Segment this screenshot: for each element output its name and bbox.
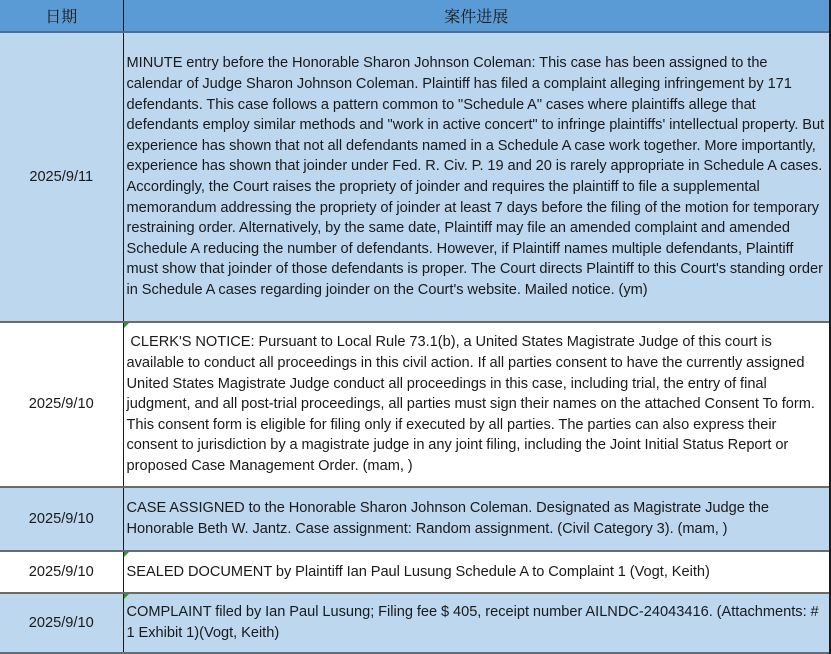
table-row <box>0 322 829 487</box>
date-cell[interactable]: 2025/9/11 <box>0 32 123 322</box>
entry-text: COMPLAINT filed by Ian Paul Lusung; Filing fee $ 405, receipt number AILNDC-24043416. (Attachments: # 1 Exhibit 1)(Vogt, Keith) <box>126 604 819 641</box>
date-cell[interactable]: 2025/9/10 <box>0 551 123 593</box>
date-cell[interactable]: 2025/9/10 <box>0 322 123 487</box>
column-header-progress[interactable]: 案件进展 <box>123 0 829 32</box>
table-row <box>0 551 829 593</box>
progress-cell[interactable] <box>123 487 829 551</box>
date-cell[interactable]: 2025/9/10 <box>0 593 123 653</box>
table-body <box>0 32 829 653</box>
progress-cell[interactable] <box>123 551 829 593</box>
entry-text: MINUTE entry before the Honorable Sharon Johnson Coleman: This case has been assigned to the calendar of Judge Sharon Johnson Coleman. Plaintiff has filed a complaint alleging infringement by 171 defendants. This case follows a pattern common to "Schedule A" cases where plaintiffs allege that defendants employ similar methods and "work in active concert" to infringe plaintiffs' intellectual property. But experience has shown that not all defendants named in a Schedule A case work together. More importantly, experience has shown that joinder under Fed. R. Civ. P. 19 and 20 is rarely appropriate in Schedule A cases. Accordingly, the Court raises the propriety of joinder and requires the plaintiff to file a supplemental memorandum addressing the propriety of joinder at least 7 days before the filing of the motion for temporary restraining order. Alternatively, by the same date, Plaintiff may file an amended complaint and amended Schedule A reducing the number of defendants. However, if Plaintiff names multiple defendants, Plaintiff must show that joinder of those defendants is proper. The Court directs Plaintiff to this Court's standing order in Schedule A cases regarding joinder on the Court's website. Mailed notice. (ym) <box>126 55 825 298</box>
progress-cell[interactable] <box>123 32 829 322</box>
comment-indicator-icon <box>124 323 129 328</box>
comment-indicator-icon <box>124 594 129 599</box>
entry-text: CLERK'S NOTICE: Pursuant to Local Rule 73.1(b), a United States Magistrate Judge of this court is available to conduct all proceedings in this civil action. If all parties consent to have the currently assigned United States Magistrate Judge conduct all proceedings in this case, including trial, the entry of final judgment, and all post-trial proceedings, all parties must sign their names on the attached Consent To form. This consent form is eligible for filing only if executed by all parties. The parties can also express their consent to jurisdiction by a magistrate judge in any joint filing, including the Joint Initial Status Report or proposed Case Management Order. (mam, ) <box>126 334 819 474</box>
progress-cell[interactable] <box>123 593 829 653</box>
progress-cell[interactable] <box>123 322 829 487</box>
table-row <box>0 32 829 322</box>
table-row <box>0 487 829 551</box>
entry-text: CASE ASSIGNED to the Honorable Sharon Johnson Coleman. Designated as Magistrate Judge the Honorable Beth W. Jantz. Case assignment: Random assignment. (Civil Category 3). (mam, ) <box>126 500 770 537</box>
column-header-date[interactable]: 日期 <box>0 0 123 32</box>
table-header <box>0 0 829 32</box>
header-row <box>0 0 829 32</box>
table-row <box>0 593 829 653</box>
entry-text: SEALED DOCUMENT by Plaintiff Ian Paul Lusung Schedule A to Complaint 1 (Vogt, Keith) <box>126 563 710 580</box>
comment-indicator-icon <box>124 552 129 557</box>
date-cell[interactable]: 2025/9/10 <box>0 487 123 551</box>
